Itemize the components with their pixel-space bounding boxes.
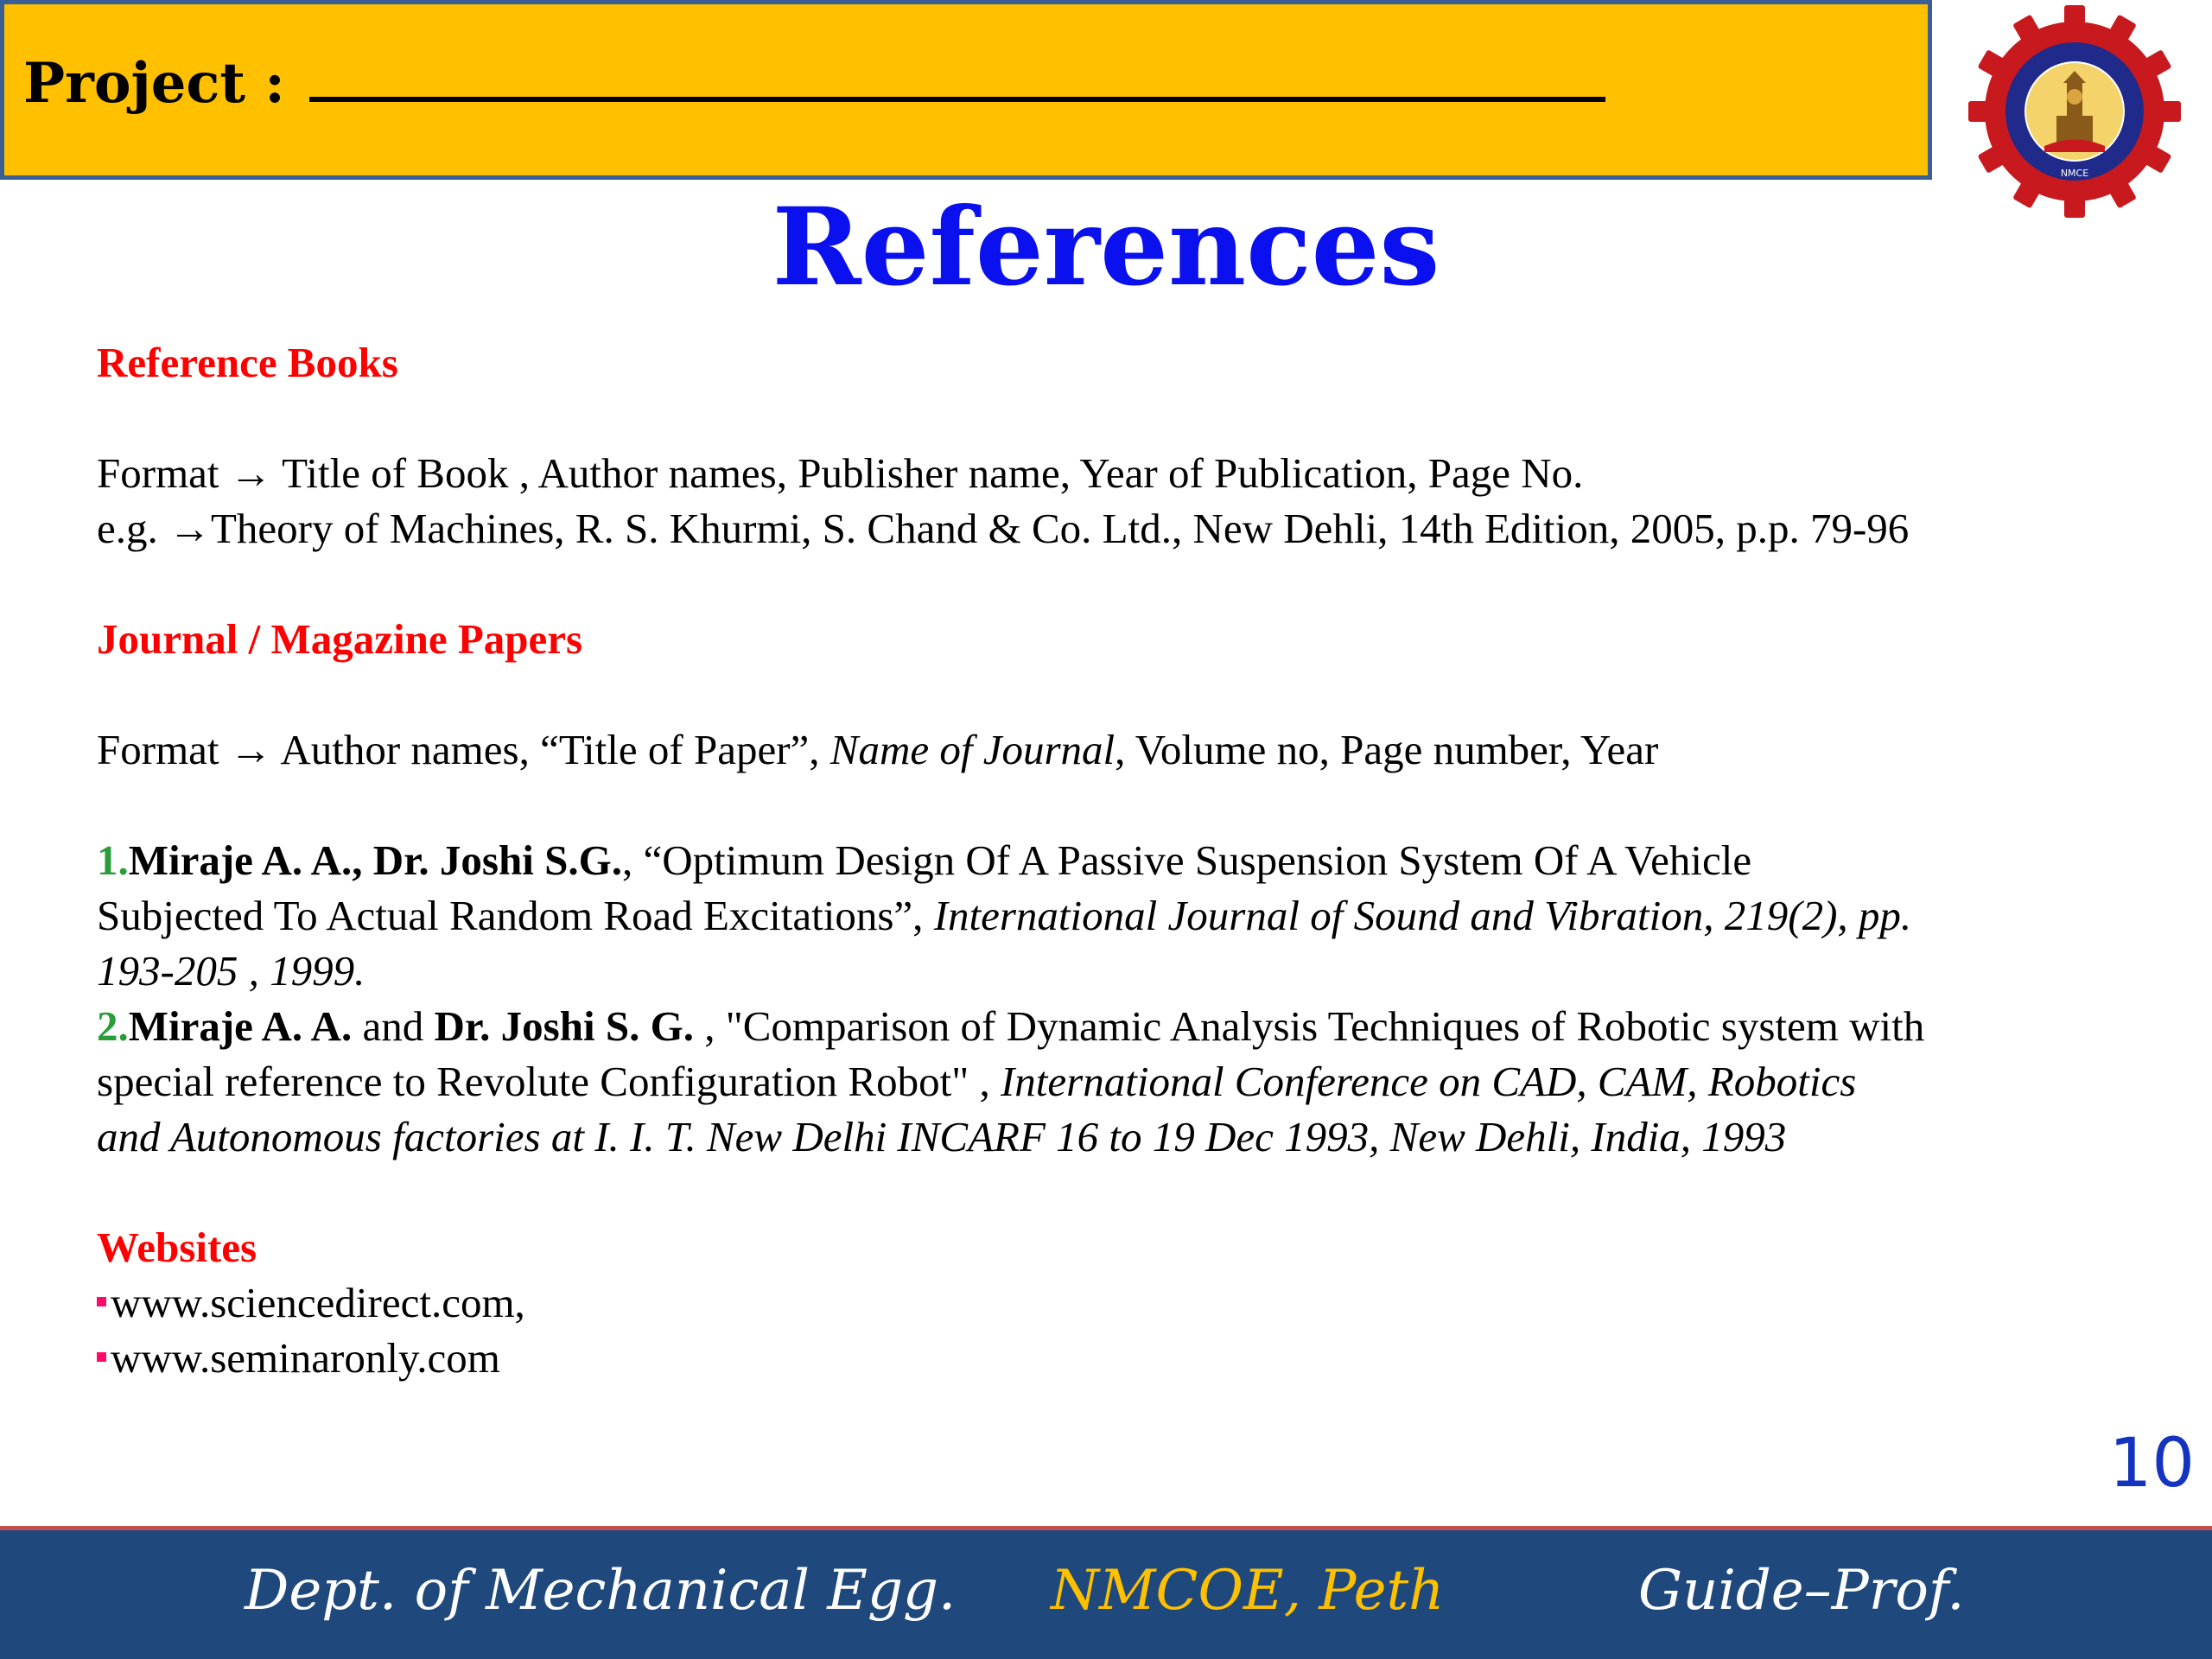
paper-number: 1. bbox=[97, 836, 129, 884]
websites-heading: Websites bbox=[97, 1224, 257, 1271]
spacer bbox=[97, 667, 2119, 722]
spacer bbox=[97, 1165, 2119, 1220]
website-item[interactable] bbox=[97, 1275, 2119, 1331]
website-link[interactable]: www.seminaronly.com bbox=[111, 1334, 500, 1382]
logo-abbr: NMCE bbox=[2060, 168, 2089, 179]
project-label-text: Project : bbox=[23, 51, 285, 116]
spacer bbox=[97, 556, 2119, 612]
project-header-bar bbox=[0, 0, 1932, 180]
spacer bbox=[97, 391, 2119, 446]
bullet-icon bbox=[97, 1352, 106, 1362]
paper-item: 2.Miraje A. A. and Dr. Joshi S. G. , "Comparison of Dynamic Analysis Techniques of Robotic system with special reference to Revolute Configuration Robot" , International Conference on CAD, CAM, Robotics and Autonomous factories at I. I. T. New Delhi INCARF 16 to 19 Dec 1993, New Dehli, India, 1993 bbox=[97, 1002, 1925, 1160]
book-example-line: e.g. →Theory of Machines, R. S. Khurmi, S. Chand & Co. Ltd., New Dehli, 14th Edition, 2005, p.p. 79-96 bbox=[97, 505, 1910, 552]
paper-number: 2. bbox=[97, 1002, 129, 1050]
footer-bar bbox=[0, 1526, 2212, 1659]
reference-books-heading: Reference Books bbox=[97, 339, 398, 386]
journal-heading: Journal / Magazine Papers bbox=[97, 615, 583, 663]
arrow-icon: → bbox=[229, 726, 272, 773]
page-number: 10 bbox=[2108, 1425, 2195, 1503]
book-format-line: Format → Title of Book , Author names, Publisher name, Year of Publication, Page No. bbox=[97, 449, 1584, 497]
page-title: References bbox=[772, 185, 1440, 310]
paper-author: Miraje A. A. bbox=[128, 1002, 353, 1050]
arrow-icon: → bbox=[229, 449, 272, 497]
journal-format-line: Format → Author names, “Title of Paper”, Name of Journal, Volume no, Page number, Year bbox=[97, 726, 1659, 773]
footer-guide: Guide–Prof. bbox=[1638, 1559, 1965, 1623]
bullet-icon bbox=[97, 1297, 106, 1306]
website-item[interactable] bbox=[97, 1331, 2119, 1386]
paper-item: 1.Miraje A. A., Dr. Joshi S.G., “Optimum Design Of A Passive Suspension System Of A Vehicle Subjected To Actual Random Road Excitations”, International Journal of Sound and Vibration, 219(2), pp. 193-205 , 1999. bbox=[97, 836, 1912, 995]
footer-college: NMCOE, Peth bbox=[1051, 1559, 1445, 1623]
project-blank-line bbox=[309, 97, 1605, 102]
project-label bbox=[23, 51, 1605, 116]
arrow-icon: → bbox=[168, 505, 211, 552]
footer-department: Dept. of Mechanical Egg. bbox=[245, 1559, 957, 1623]
paper-authors: Miraje A. A., Dr. Joshi S.G. bbox=[128, 836, 622, 884]
spacer bbox=[97, 778, 2119, 833]
college-logo bbox=[1967, 3, 2183, 219]
paper-author: Dr. Joshi S. G. bbox=[434, 1002, 694, 1050]
references-content bbox=[97, 335, 2119, 1386]
website-link[interactable]: www.sciencedirect.com, bbox=[111, 1279, 525, 1326]
